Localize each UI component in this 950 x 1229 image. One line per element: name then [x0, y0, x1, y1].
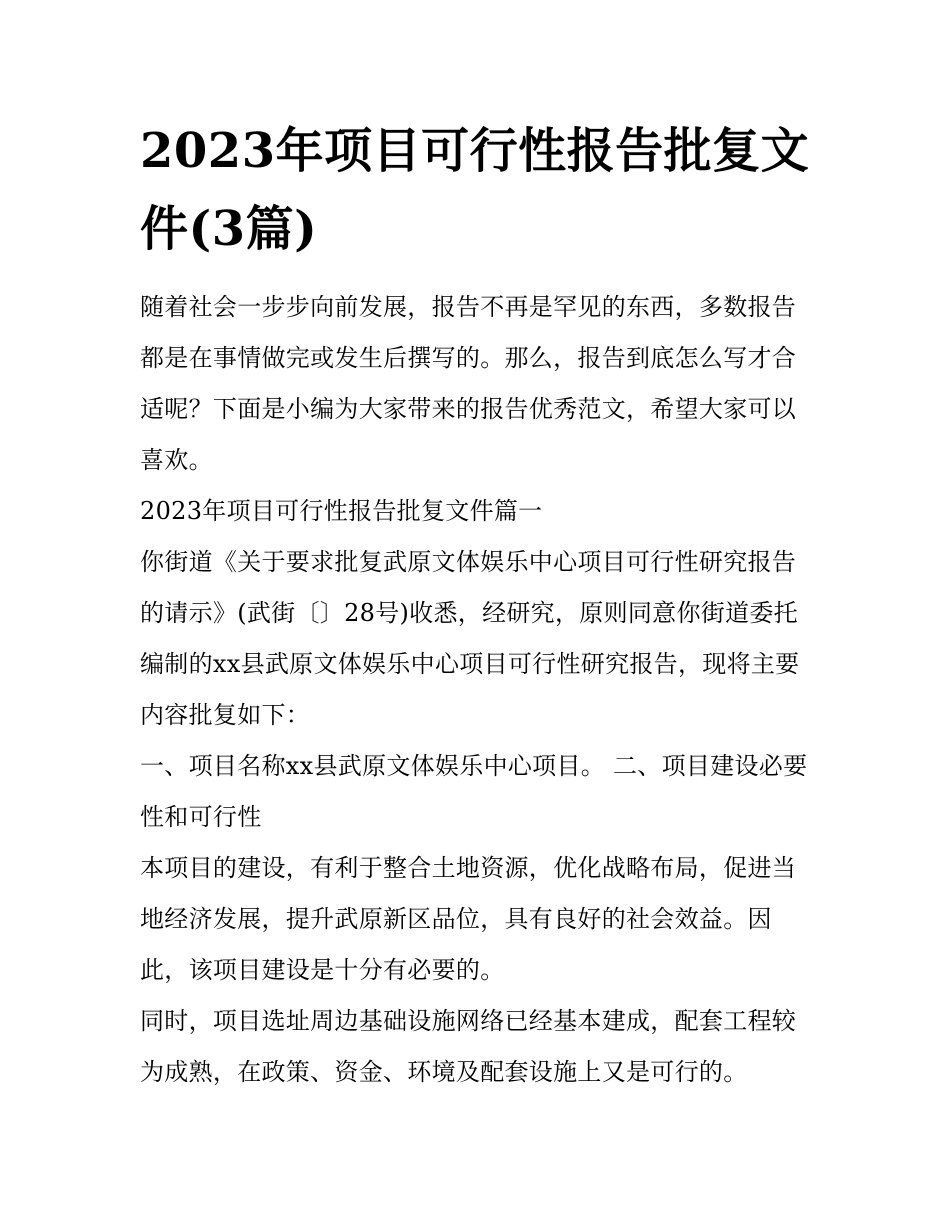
feasibility-paragraph: 同时，项目选址周边基础设施网络已经基本建成，配套工程较为成熟，在政策、资金、环境及配套设施上又是可行的。 [140, 1007, 797, 1086]
title-spacer [140, 268, 820, 282]
approval-paragraph: 你街道《关于要求批复武原文体娱乐中心项目可行性研究报告的请示》(武街〔〕28号)收悉，经研究，原则同意你街道委托编制的xx县武原文体娱乐中心项目可行性研究报告，现将主要内容批复如下： [140, 548, 800, 729]
document-page [140, 112, 820, 1098]
necessity-paragraph: 本项目的建设，有利于整合土地资源，优化战略布局，促进当地经济发展，提升武原新区品位，具有良好的社会效益。因此，该项目建设是十分有必要的。 [140, 854, 797, 984]
project-name-paragraph: 一、项目名称xx县武原文体娱乐中心项目。 二、项目建设必要性和可行性 [140, 752, 808, 831]
intro-paragraph: 随着社会一步步向前发展，报告不再是罕见的东西，多数报告都是在事情做完或发生后撰写的。那么，报告到底怎么写才合适呢？下面是小编为大家带来的报告优秀范文，希望大家可以喜欢。 [140, 293, 797, 474]
document-title: 2023年项目可行性报告批复文件(3篇) [140, 123, 810, 257]
section-heading-part-one: 2023年项目可行性报告批复文件篇一 [140, 497, 543, 525]
